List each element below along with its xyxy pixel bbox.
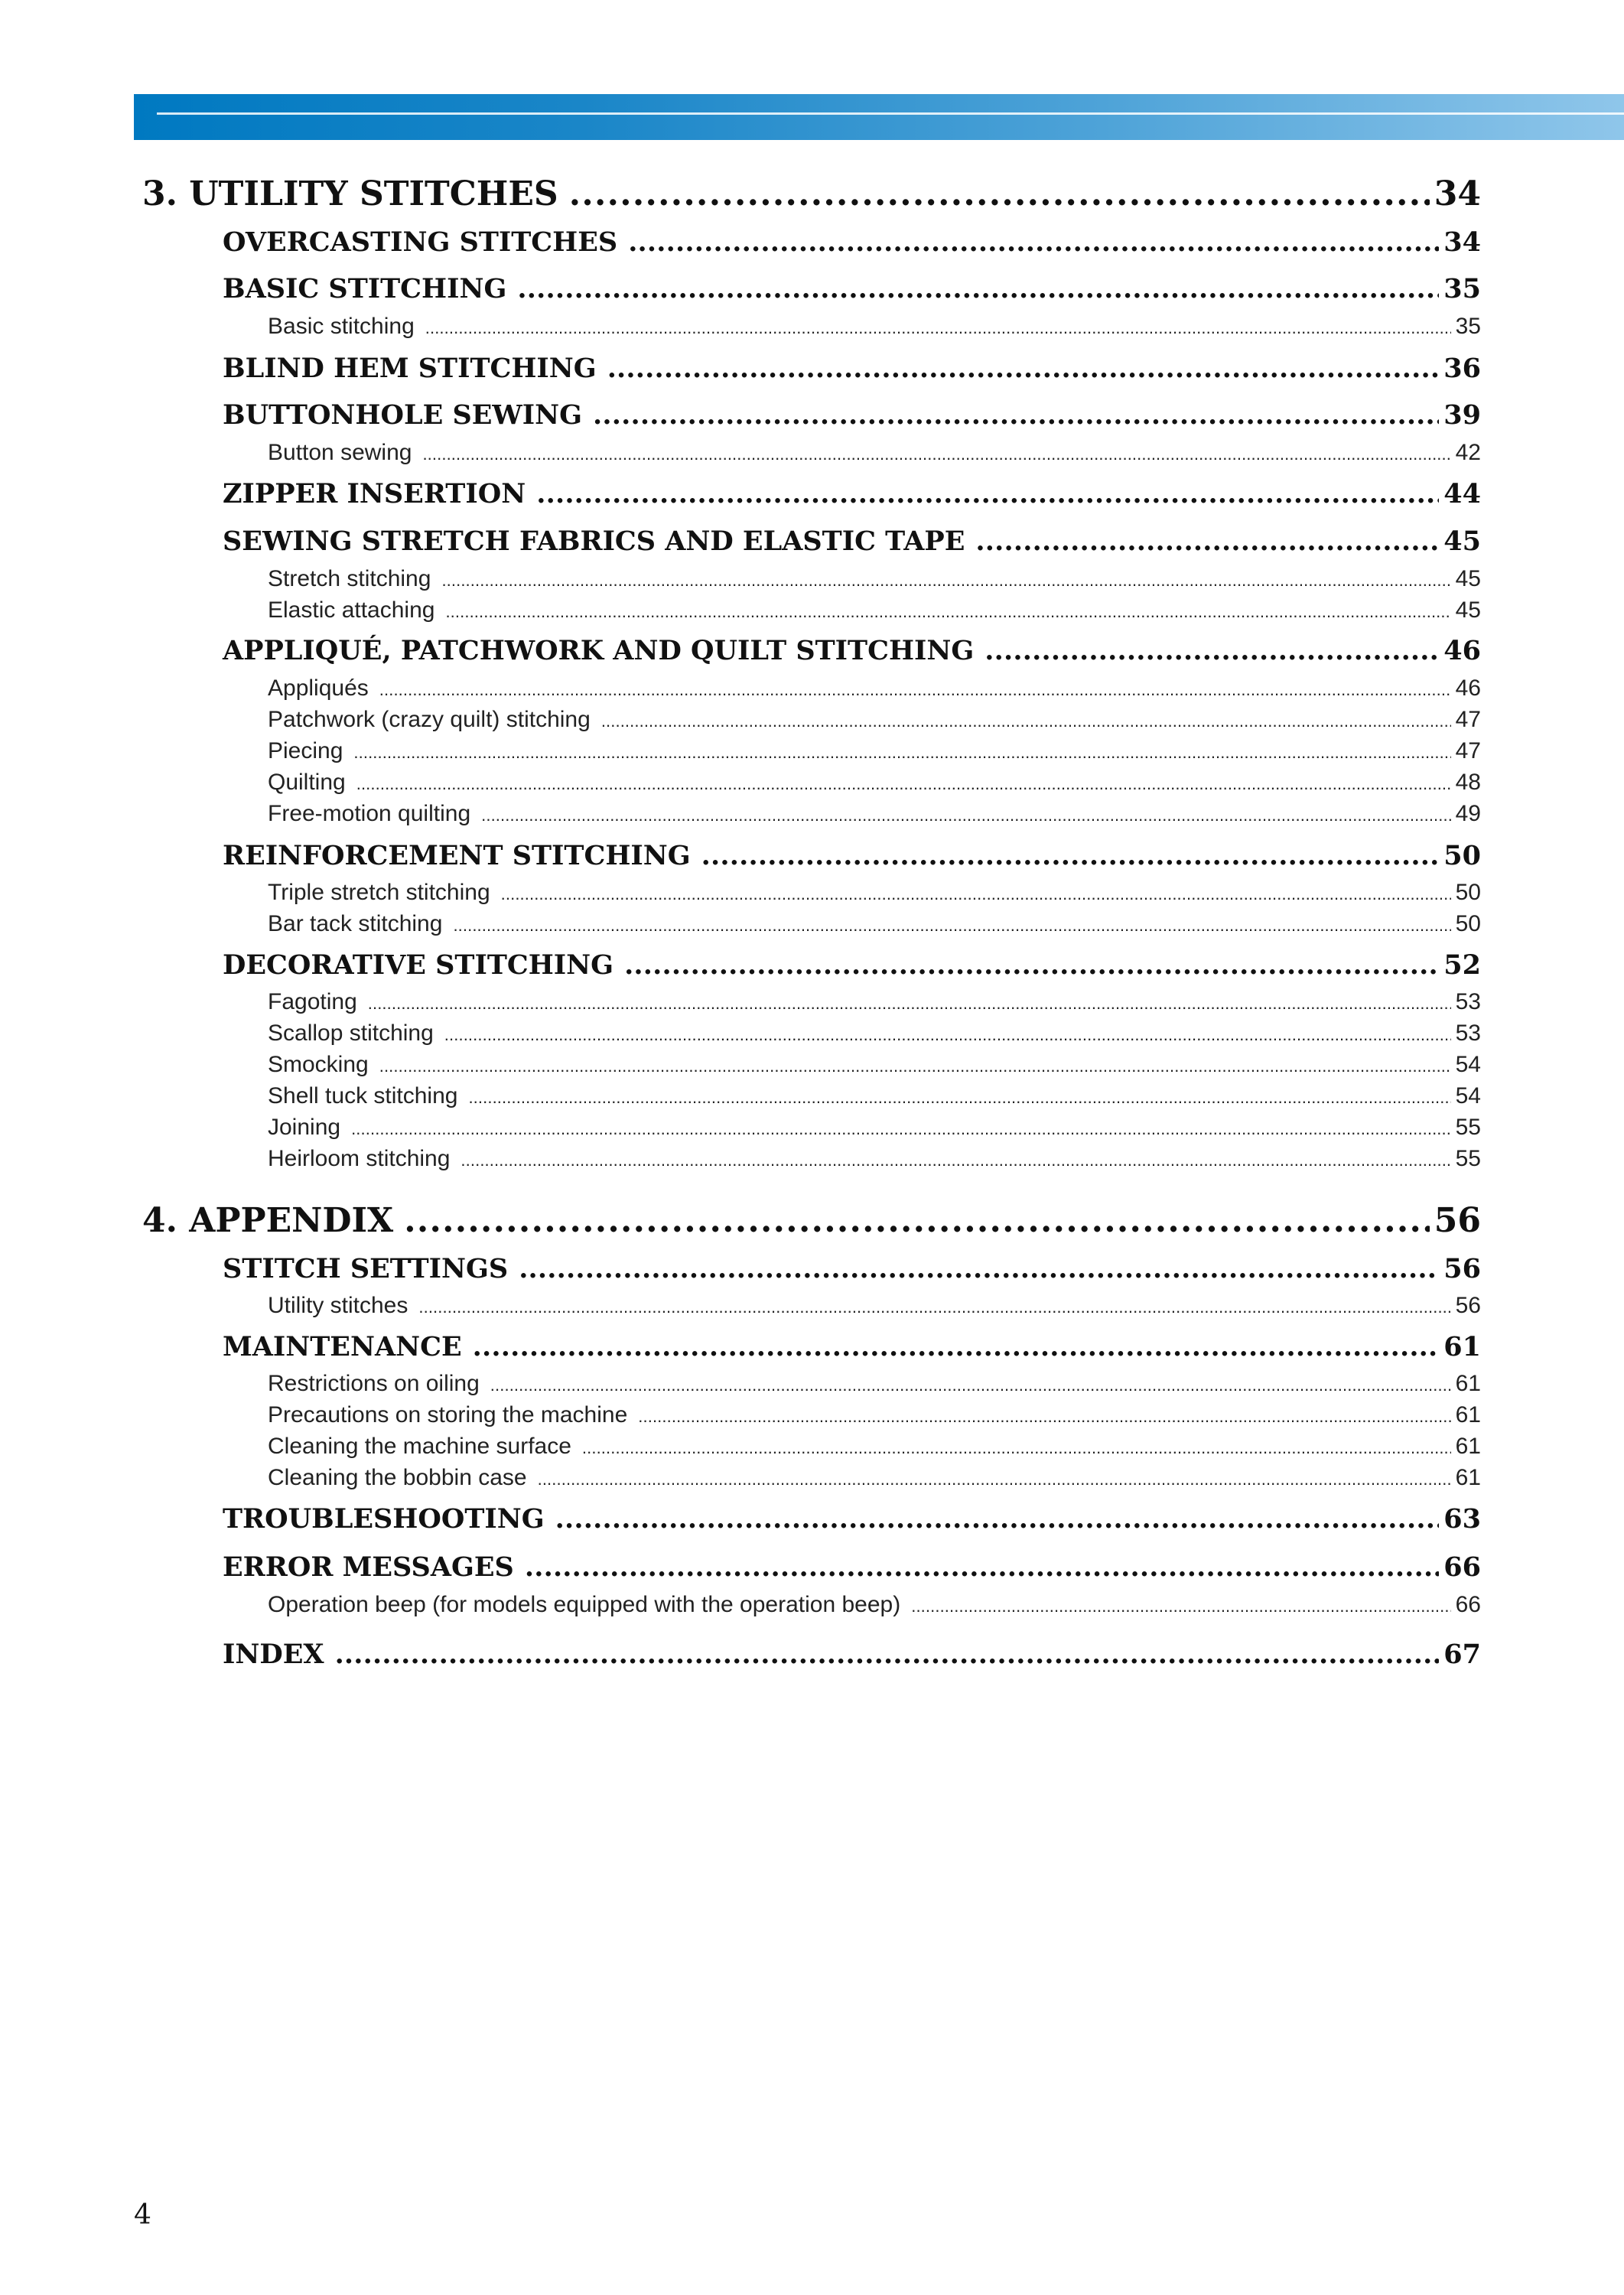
dot-leader bbox=[422, 440, 1450, 466]
entry-title: Piecing bbox=[268, 738, 343, 763]
entry-page-number: 55 bbox=[1455, 1146, 1481, 1171]
dot-leader bbox=[593, 399, 1439, 431]
subsection-entry[interactable] bbox=[268, 880, 1481, 906]
section-entry[interactable] bbox=[223, 273, 1481, 304]
chapter-entry[interactable] bbox=[142, 174, 1481, 213]
dot-leader bbox=[490, 1371, 1451, 1397]
section-entry[interactable] bbox=[223, 399, 1481, 431]
dot-leader bbox=[525, 1551, 1439, 1583]
entry-page-number: 53 bbox=[1455, 989, 1481, 1014]
entry-page-number: 34 bbox=[1443, 226, 1481, 258]
dot-leader bbox=[519, 1253, 1439, 1284]
entry-page-number: 54 bbox=[1455, 1083, 1481, 1108]
entry-title: Elastic attaching bbox=[268, 597, 435, 623]
subsection-entry[interactable] bbox=[268, 1371, 1481, 1397]
entry-page-number: 34 bbox=[1434, 174, 1481, 213]
section-entry[interactable] bbox=[223, 226, 1481, 258]
section-entry[interactable] bbox=[223, 478, 1481, 509]
entry-title: Bar tack stitching bbox=[268, 911, 443, 936]
entry-page-number: 50 bbox=[1455, 911, 1481, 936]
subsection-entry[interactable] bbox=[268, 597, 1481, 623]
entry-title: OVERCASTING STITCHES bbox=[223, 226, 618, 258]
section-entry[interactable] bbox=[223, 949, 1481, 981]
entry-page-number: 61 bbox=[1455, 1434, 1481, 1459]
entry-page-number: 47 bbox=[1455, 738, 1481, 763]
entry-title: BASIC STITCHING bbox=[223, 273, 507, 304]
entry-page-number: 61 bbox=[1455, 1371, 1481, 1396]
entry-page-number: 66 bbox=[1443, 1551, 1481, 1583]
dot-leader bbox=[911, 1592, 1450, 1618]
page-number: 4 bbox=[134, 2199, 151, 2231]
subsection-entry[interactable] bbox=[268, 1083, 1481, 1109]
entry-title: DECORATIVE STITCHING bbox=[223, 949, 614, 981]
dot-leader bbox=[975, 526, 1439, 557]
entry-title: STITCH SETTINGS bbox=[223, 1253, 509, 1284]
section-entry[interactable] bbox=[223, 1551, 1481, 1583]
dot-leader bbox=[536, 478, 1439, 509]
entry-page-number: 42 bbox=[1455, 440, 1481, 465]
dot-leader bbox=[356, 770, 1451, 796]
entry-page-number: 56 bbox=[1455, 1293, 1481, 1318]
dot-leader bbox=[984, 635, 1439, 666]
entry-title: Shell tuck stitching bbox=[268, 1083, 458, 1108]
subsection-entry[interactable] bbox=[268, 566, 1481, 592]
entry-page-number: 49 bbox=[1455, 801, 1481, 826]
subsection-entry[interactable] bbox=[268, 1052, 1481, 1078]
subsection-entry[interactable] bbox=[268, 801, 1481, 827]
entry-title: Fagoting bbox=[268, 989, 357, 1014]
entry-title: ZIPPER INSERTION bbox=[223, 478, 526, 509]
subsection-entry[interactable] bbox=[268, 1434, 1481, 1460]
entry-page-number: 52 bbox=[1443, 949, 1481, 981]
entry-page-number: 61 bbox=[1443, 1331, 1481, 1362]
entry-title: BUTTONHOLE SEWING bbox=[223, 399, 582, 431]
dot-leader bbox=[353, 738, 1450, 764]
dot-leader bbox=[517, 273, 1439, 304]
entry-page-number: 66 bbox=[1455, 1592, 1481, 1617]
section-entry[interactable] bbox=[223, 635, 1481, 666]
dot-leader bbox=[601, 707, 1451, 733]
entry-title: TROUBLESHOOTING bbox=[223, 1503, 545, 1535]
dot-leader bbox=[582, 1434, 1451, 1460]
entry-page-number: 55 bbox=[1455, 1115, 1481, 1140]
entry-title: Joining bbox=[268, 1115, 341, 1140]
dot-leader bbox=[468, 1083, 1450, 1109]
subsection-entry[interactable] bbox=[268, 314, 1481, 340]
subsection-entry[interactable] bbox=[268, 1146, 1481, 1172]
chapter-entry[interactable] bbox=[142, 1201, 1481, 1240]
entry-title: Scallop stitching bbox=[268, 1021, 434, 1046]
dot-leader bbox=[701, 840, 1440, 871]
entry-page-number: 46 bbox=[1455, 675, 1481, 701]
entry-title: SEWING STRETCH FABRICS AND ELASTIC TAPE bbox=[223, 526, 965, 557]
dot-leader bbox=[624, 949, 1439, 981]
entry-title: Heirloom stitching bbox=[268, 1146, 451, 1171]
section-entry[interactable] bbox=[223, 1253, 1481, 1284]
entry-page-number: 67 bbox=[1443, 1639, 1481, 1670]
entry-title: Utility stitches bbox=[268, 1293, 408, 1318]
entry-title: Patchwork (crazy quilt) stitching bbox=[268, 707, 591, 732]
entry-title: Button sewing bbox=[268, 440, 412, 465]
entry-page-number: 35 bbox=[1455, 314, 1481, 339]
subsection-entry[interactable] bbox=[268, 440, 1481, 466]
dot-leader bbox=[379, 1052, 1451, 1078]
entry-title: 3. UTILITY STITCHES bbox=[142, 174, 558, 213]
entry-title: Cleaning the machine surface bbox=[268, 1434, 571, 1459]
entry-title: Restrictions on oiling bbox=[268, 1371, 480, 1396]
entry-page-number: 48 bbox=[1455, 770, 1481, 795]
entry-title: Cleaning the bobbin case bbox=[268, 1465, 527, 1490]
section-entry[interactable] bbox=[223, 353, 1481, 384]
entry-page-number: 54 bbox=[1455, 1052, 1481, 1077]
section-entry[interactable] bbox=[223, 1639, 1481, 1670]
subsection-entry[interactable] bbox=[268, 770, 1481, 796]
dot-leader bbox=[569, 174, 1430, 213]
dot-leader bbox=[501, 880, 1451, 906]
subsection-entry[interactable] bbox=[268, 1115, 1481, 1141]
dot-leader bbox=[441, 566, 1450, 592]
subsection-entry[interactable] bbox=[268, 989, 1481, 1015]
section-entry[interactable] bbox=[223, 1331, 1481, 1362]
entry-page-number: 53 bbox=[1455, 1021, 1481, 1046]
dot-leader bbox=[368, 989, 1451, 1015]
section-entry[interactable] bbox=[223, 840, 1481, 871]
entry-page-number: 35 bbox=[1443, 273, 1481, 304]
subsection-entry[interactable] bbox=[268, 675, 1481, 702]
entry-title: APPLIQUÉ, PATCHWORK AND QUILT STITCHING bbox=[223, 635, 975, 666]
entry-page-number: 56 bbox=[1434, 1201, 1481, 1240]
entry-page-number: 61 bbox=[1455, 1465, 1481, 1490]
dot-leader bbox=[473, 1331, 1440, 1362]
entry-page-number: 50 bbox=[1443, 840, 1481, 871]
section-entry[interactable] bbox=[223, 1503, 1481, 1535]
entry-page-number: 45 bbox=[1455, 566, 1481, 591]
entry-title: Basic stitching bbox=[268, 314, 415, 339]
dot-leader bbox=[453, 911, 1450, 937]
entry-title: ERROR MESSAGES bbox=[223, 1551, 514, 1583]
subsection-entry[interactable] bbox=[268, 707, 1481, 733]
dot-leader bbox=[538, 1465, 1451, 1491]
entry-page-number: 61 bbox=[1455, 1402, 1481, 1427]
dot-leader bbox=[555, 1503, 1440, 1535]
dot-leader bbox=[425, 314, 1451, 340]
entry-title: Stretch stitching bbox=[268, 566, 431, 591]
subsection-entry[interactable] bbox=[268, 738, 1481, 764]
entry-page-number: 44 bbox=[1443, 478, 1481, 509]
entry-title: Free-motion quilting bbox=[268, 801, 471, 826]
entry-page-number: 50 bbox=[1455, 880, 1481, 905]
dot-leader bbox=[379, 675, 1451, 702]
dot-leader bbox=[418, 1293, 1450, 1319]
entry-title: Smocking bbox=[268, 1052, 369, 1077]
entry-page-number: 56 bbox=[1443, 1253, 1481, 1284]
subsection-entry[interactable] bbox=[268, 911, 1481, 937]
entry-page-number: 45 bbox=[1443, 526, 1481, 557]
subsection-entry[interactable] bbox=[268, 1293, 1481, 1319]
dot-leader bbox=[607, 353, 1440, 384]
dot-leader bbox=[481, 801, 1451, 827]
section-entry[interactable] bbox=[223, 526, 1481, 557]
entry-page-number: 46 bbox=[1443, 635, 1481, 666]
entry-page-number: 47 bbox=[1455, 707, 1481, 732]
dot-leader bbox=[628, 226, 1439, 258]
entry-page-number: 45 bbox=[1455, 597, 1481, 623]
dot-leader bbox=[404, 1201, 1430, 1240]
dot-leader bbox=[445, 597, 1450, 623]
dot-leader bbox=[638, 1402, 1450, 1428]
entry-page-number: 63 bbox=[1443, 1503, 1481, 1535]
entry-title: BLIND HEM STITCHING bbox=[223, 353, 597, 384]
entry-title: Operation beep (for models equipped with the operation beep) bbox=[268, 1592, 901, 1617]
entry-title: Appliqués bbox=[268, 675, 369, 701]
dot-leader bbox=[335, 1639, 1440, 1670]
entry-title: Quilting bbox=[268, 770, 346, 795]
subsection-entry[interactable] bbox=[268, 1465, 1481, 1491]
dot-leader bbox=[444, 1021, 1451, 1047]
subsection-entry[interactable] bbox=[268, 1592, 1481, 1618]
entry-title: Triple stretch stitching bbox=[268, 880, 490, 905]
entry-title: Precautions on storing the machine bbox=[268, 1402, 628, 1427]
subsection-entry[interactable] bbox=[268, 1402, 1481, 1428]
entry-title: REINFORCEMENT STITCHING bbox=[223, 840, 691, 871]
entry-title: INDEX bbox=[223, 1639, 324, 1670]
entry-title: MAINTENANCE bbox=[223, 1331, 462, 1362]
dot-leader bbox=[351, 1115, 1451, 1141]
entry-page-number: 39 bbox=[1443, 399, 1481, 431]
entry-page-number: 36 bbox=[1443, 353, 1481, 384]
subsection-entry[interactable] bbox=[268, 1021, 1481, 1047]
entry-title: 4. APPENDIX bbox=[142, 1201, 394, 1240]
dot-leader bbox=[461, 1146, 1450, 1172]
